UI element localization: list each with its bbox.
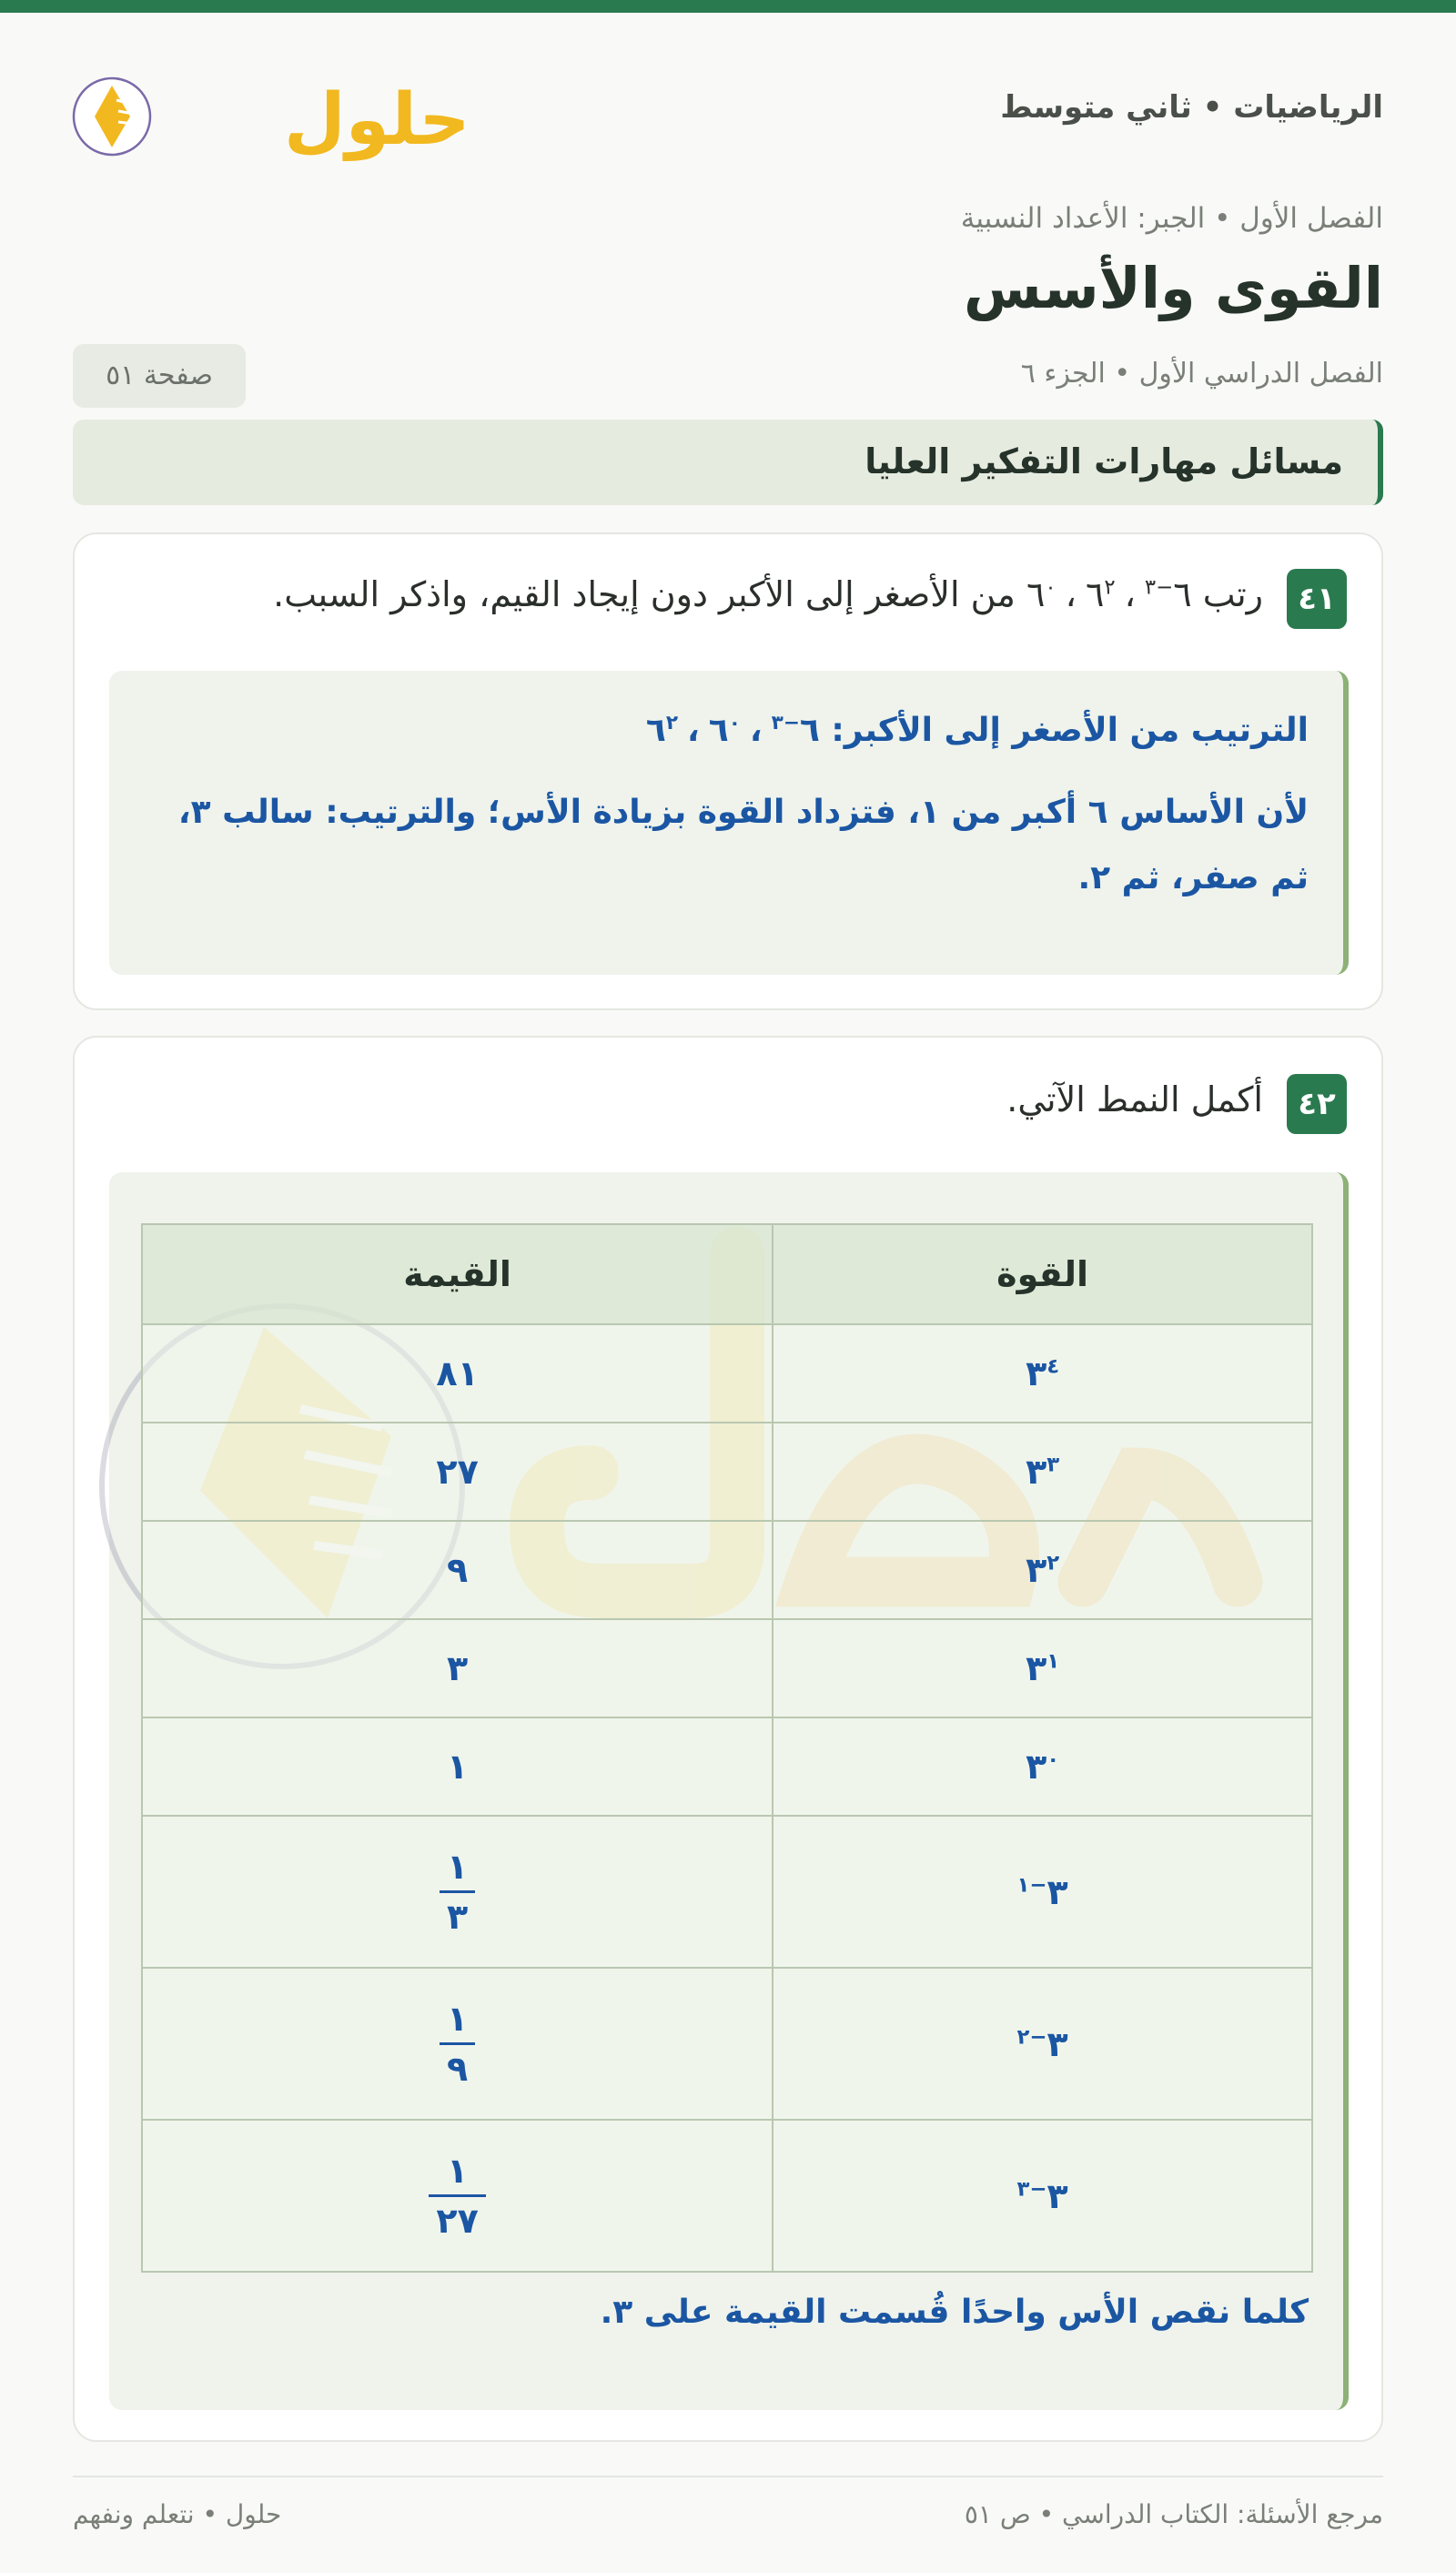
power-term (1026, 1452, 1059, 1492)
ordered-terms (646, 712, 820, 749)
power-exponent: −٣ (1144, 575, 1174, 600)
value-cell (142, 2120, 773, 2272)
power-exponent: ٣ (1046, 1453, 1060, 1477)
power-exponent: ٠ (728, 712, 741, 734)
column-header-power: القوة (773, 1224, 1312, 1324)
power-term (1026, 1353, 1059, 1393)
power-term (709, 712, 741, 749)
power-base: ٣ (1026, 1353, 1047, 1393)
fraction-denominator: ٢٧ (436, 2201, 479, 2241)
value-cell: ٨١ (142, 1324, 773, 1423)
term-separator: ، (1124, 574, 1136, 614)
question-prefix: رتب (1202, 574, 1263, 614)
power-base: ٦ (645, 712, 666, 749)
power-base: ٦ (1085, 574, 1105, 614)
power-term (1145, 574, 1192, 614)
power-cell (773, 1717, 1312, 1816)
power-exponent: −٣ (771, 712, 800, 734)
power-base: ٦ (708, 712, 729, 749)
power-exponent: ٢ (665, 712, 679, 734)
power-exponent: ٤ (1046, 1354, 1060, 1379)
power-cell (773, 1324, 1312, 1423)
power-term (1026, 574, 1057, 614)
table-row (142, 1521, 1312, 1619)
fraction-value (440, 1843, 475, 1940)
footer-brand: حلول • نتعلم ونفهم (73, 2499, 282, 2529)
table-row (142, 2120, 1312, 2272)
table-row (142, 1816, 1312, 1968)
power-exponent: ٢ (1046, 1551, 1060, 1575)
power-term (1086, 574, 1116, 614)
power-exponent: ١ (1046, 1649, 1060, 1674)
page-number-badge: صفحة ٥١ (73, 344, 246, 408)
power-exponent: −٣ (1016, 2176, 1047, 2201)
power-exponent: ٠ (1046, 1747, 1060, 1772)
term-separator: ، (687, 712, 700, 749)
power-terms (1026, 574, 1192, 614)
power-base: ٦ (1173, 574, 1192, 614)
power-term (1017, 1872, 1068, 1912)
table-row (142, 1717, 1312, 1816)
section-header (73, 420, 1383, 505)
column-header-value: القيمة (142, 1224, 773, 1324)
subject-grade: الرياضيات • ثاني متوسط (1000, 89, 1383, 126)
power-exponent: ٠ (1045, 575, 1057, 600)
breadcrumb: الفصل الأول • الجبر: الأعداد النسبية (960, 202, 1383, 235)
question-card-41 (73, 532, 1383, 1010)
value-cell: ١ (142, 1717, 773, 1816)
power-base: ٣ (1046, 2023, 1068, 2064)
power-cell (773, 1423, 1312, 1521)
table-row (142, 1619, 1312, 1717)
table-header-row (142, 1224, 1312, 1324)
power-base: ٣ (1026, 1747, 1047, 1787)
question-number: ٤١ (1287, 569, 1347, 629)
section-title: مسائل مهارات التفكير العليا (864, 441, 1343, 481)
answer-label: الترتيب من الأصغر إلى الأكبر: (831, 712, 1309, 749)
power-term (1017, 2176, 1068, 2216)
ordering-answer (144, 698, 1309, 764)
value-cell: ٣ (142, 1619, 773, 1717)
power-cell (773, 1816, 1312, 1968)
logo-wordmark: حلول (284, 79, 470, 161)
fraction-numerator: ١ (440, 1843, 475, 1893)
power-exponent: −١ (1016, 1872, 1047, 1897)
top-accent-bar (0, 0, 1456, 13)
power-term (1026, 1648, 1059, 1688)
power-cell (773, 1968, 1312, 2120)
question-number: ٤٢ (1287, 1074, 1347, 1134)
pattern-conclusion: كلما نقص الأس واحدًا قُسمت القيمة على ٣. (600, 2294, 1309, 2331)
table-row (142, 1423, 1312, 1521)
value-cell: ٩ (142, 1521, 773, 1619)
term-info: الفصل الدراسي الأول • الجزء ٦ (1020, 358, 1383, 390)
power-term (646, 712, 678, 749)
fraction-denominator: ٣ (447, 1897, 469, 1937)
fraction-numerator: ١ (429, 2147, 485, 2197)
power-base: ٦ (799, 712, 820, 749)
power-term (1026, 1550, 1059, 1590)
fraction-denominator: ٩ (447, 2049, 469, 2089)
power-base: ٣ (1026, 1550, 1047, 1590)
value-cell: ٢٧ (142, 1423, 773, 1521)
question-card-42 (73, 1036, 1383, 2442)
power-base: ٣ (1046, 2175, 1068, 2216)
power-base: ٣ (1046, 1871, 1068, 1912)
power-term (1017, 2024, 1068, 2064)
site-logo[interactable] (73, 56, 470, 166)
table-row (142, 1324, 1312, 1423)
power-cell (773, 1521, 1312, 1619)
table-row (142, 1968, 1312, 2120)
power-exponent: ٢ (1104, 575, 1116, 600)
value-cell (142, 1816, 773, 1968)
power-cell (773, 2120, 1312, 2272)
power-term (772, 712, 820, 749)
term-separator: ، (1065, 574, 1077, 614)
page-title: القوى والأسس (963, 255, 1383, 321)
value-cell (142, 1968, 773, 2120)
power-cell (773, 1619, 1312, 1717)
footer-divider (73, 2476, 1383, 2477)
question-suffix: من الأصغر إلى الأكبر دون إيجاد القيم، واذكر السبب. (273, 574, 1016, 614)
answer-box (109, 1172, 1349, 2410)
answer-reason: لأن الأساس ٦ أكبر من ١، فتزداد القوة بزيادة الأس؛ والترتيب: سالب ٣، ثم صفر، ثم ٢. (177, 794, 1309, 896)
fraction-numerator: ١ (440, 1995, 475, 2045)
power-base: ٣ (1026, 1452, 1047, 1492)
power-term (1026, 1747, 1059, 1787)
answer-box (109, 671, 1349, 975)
fraction-value (440, 1995, 475, 2092)
footer-reference: مرجع الأسئلة: الكتاب الدراسي • ص ٥١ (964, 2499, 1383, 2529)
power-base: ٦ (1026, 574, 1046, 614)
power-exponent: −٢ (1016, 2024, 1047, 2049)
pattern-table (141, 1223, 1313, 2273)
fraction-value (429, 2147, 485, 2244)
power-base: ٣ (1026, 1648, 1047, 1688)
question-text (273, 574, 1263, 614)
question-text: أكمل النمط الآتي. (1006, 1079, 1263, 1119)
term-separator: ، (749, 712, 763, 749)
